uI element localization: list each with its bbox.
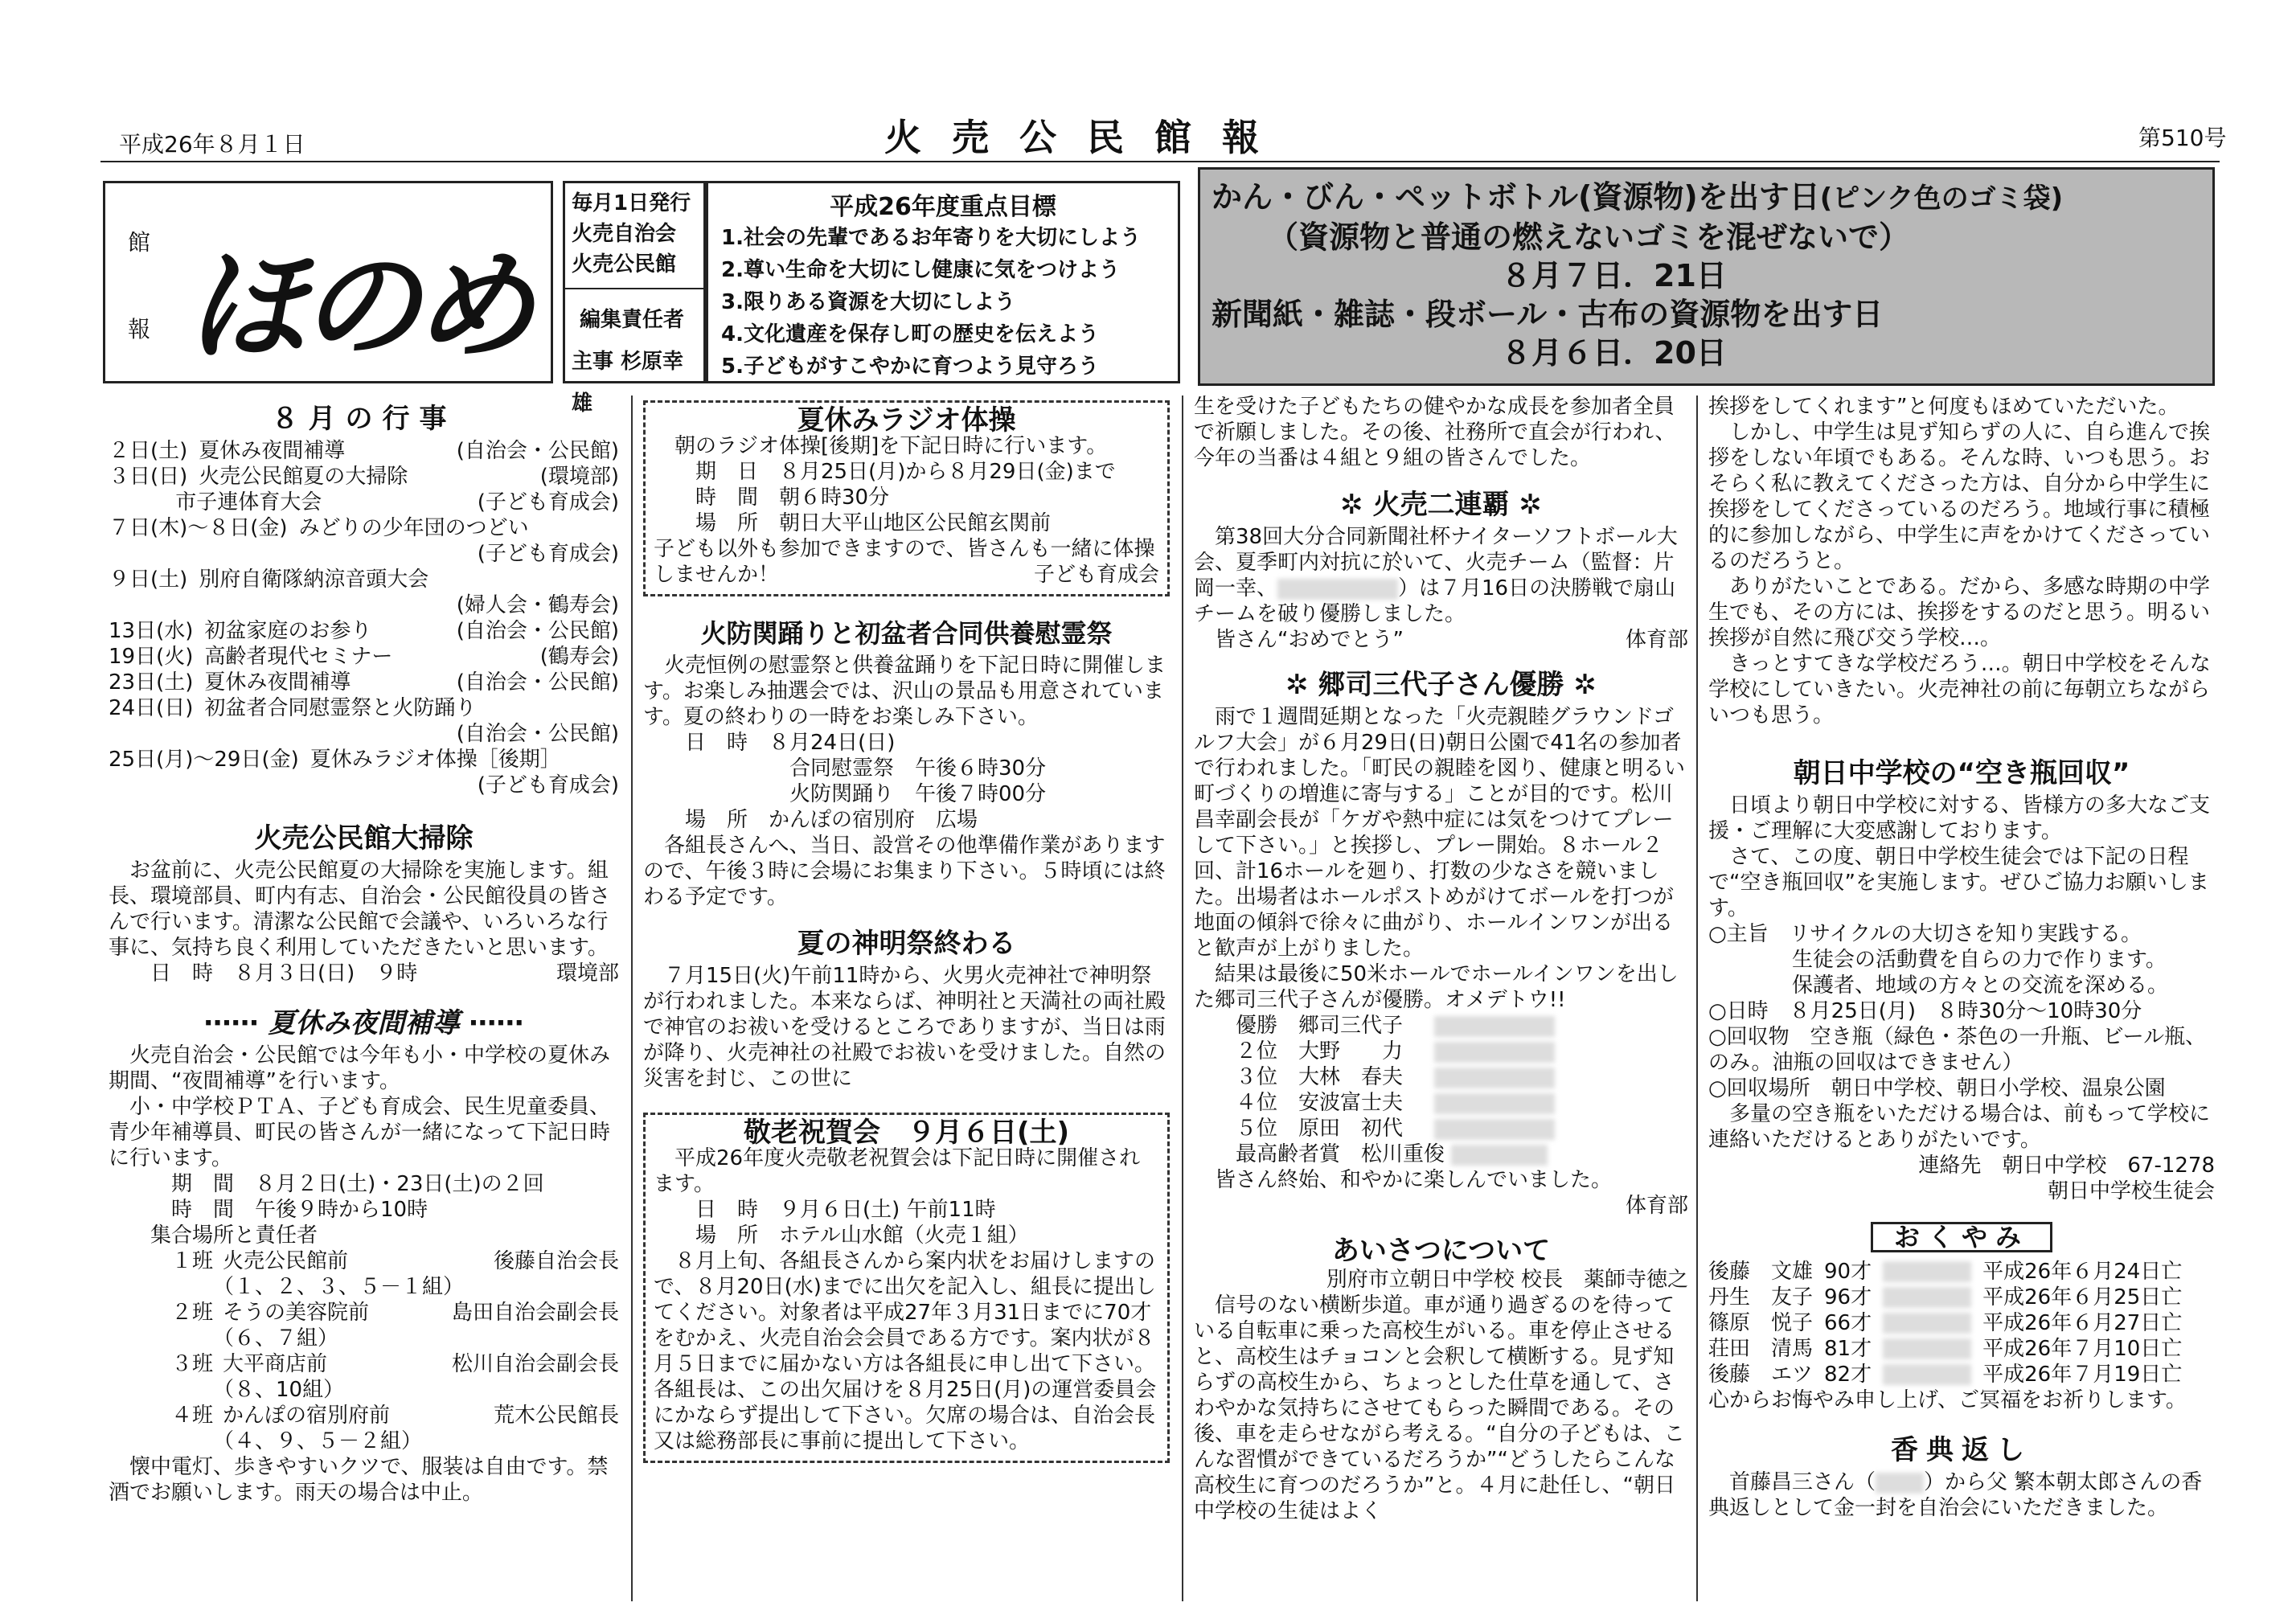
event-date: 19日(火): [109, 645, 194, 669]
patrol-place: 火売公民館前: [223, 1249, 349, 1273]
patrol-kumi: （１、２、３、５－１組）: [213, 1275, 465, 1299]
masthead-logo-box: [103, 181, 553, 383]
goal-item: 3.限りある資源を大切にしよう: [721, 290, 1015, 314]
editor-label: 編集責任者: [580, 308, 685, 332]
patrol-place-label: 集合場所と責任者: [150, 1223, 318, 1248]
softball-org: 体育部: [1625, 628, 1688, 652]
redacted-text: [1277, 579, 1398, 600]
event-text: 初盆家庭のお参り: [204, 619, 372, 643]
column-divider: [1182, 396, 1183, 1601]
bottles-places: ○回収場所 朝日中学校、朝日小学校、温泉公園: [1708, 1076, 2166, 1100]
patrol-han: ４班: [171, 1404, 214, 1428]
header-rule: [100, 161, 2220, 162]
event-org: (子ども育成会): [477, 490, 619, 514]
okuyami-age: 90才: [1824, 1260, 1872, 1284]
event-date: ３日(日): [109, 465, 188, 489]
okuyami-date: 平成26年６月24日亡: [1982, 1260, 2183, 1284]
event-org: (環境部): [539, 465, 619, 489]
okuyami-date: 平成26年７月19日亡: [1982, 1363, 2183, 1387]
event-text: 夏休み夜間補導: [199, 439, 346, 463]
event-left: [109, 515, 529, 541]
event-org: (自治会・公民館): [456, 619, 619, 643]
publish-line: 火売公民館: [572, 252, 677, 277]
softball-body-text: ）は７月16日の決勝戦で扇山チームを破り優勝しました。: [1194, 576, 1676, 626]
event-row: [109, 773, 619, 798]
aisatsu-continued: きっとすてきな学校だろう…。朝日中学校をそんな学校にしていきたい。火売神社の前に毎朝立ちながらいつも思う。: [1708, 652, 2211, 727]
okuyami-row: [1708, 1362, 2215, 1387]
golf-rank: ３位: [1236, 1065, 1278, 1089]
okuyami-title: おくやみ: [1871, 1222, 2052, 1252]
recycle-date: ８月７日．21日: [1501, 258, 1727, 293]
shinmei-title: 夏の神明祭終わる: [797, 928, 1016, 960]
cleaning-when: 日 時 ８月３日(日) ９時: [150, 961, 418, 986]
patrol-group-place: [171, 1300, 369, 1326]
cleaning-body: お盆前に、火売公民館夏の大掃除を実施します。組長、環境部員、町内有志、自治会・公民館役員の皆さんで行います。清潔な公民館で会議や、いろいろな行事に、気持ち良く利用していただきたいと思います。: [109, 859, 611, 960]
column-1: [109, 403, 619, 1506]
patrol-group-row: [109, 1300, 619, 1326]
bottles-purpose: 生徒会の活動費を自らの力で作ります。: [1792, 948, 2167, 972]
event-left: [109, 438, 345, 464]
redacted-text: [1883, 1261, 1971, 1282]
event-left: [109, 695, 476, 721]
golf-rank: ２位: [1236, 1039, 1278, 1064]
goals-title: 平成26年度重点目標: [830, 193, 1056, 221]
event-left: [109, 490, 322, 515]
okuyami-row: [1708, 1259, 2215, 1285]
patrol-leader: 荒木公民館長: [493, 1404, 619, 1428]
event-date: ２日(土): [109, 439, 188, 463]
bottles-purpose: ○主旨 リサイクルの大切さを知り実践する。: [1708, 922, 2142, 946]
column-3: [1194, 394, 1688, 1524]
redacted-text: [1876, 1473, 1924, 1494]
golf-name: 安波富士夫: [1298, 1091, 1404, 1115]
redacted-text: [1883, 1287, 1971, 1308]
event-row: [109, 721, 619, 747]
event-row: [109, 644, 619, 670]
golf-oldest-text: 最高齢者賞 松川重俊: [1236, 1142, 1445, 1166]
annual-goals: [706, 181, 1180, 383]
okuyami-row: [1708, 1285, 2215, 1310]
goal-item: 5.子どもがすこやかに育つよう見守ろう: [721, 355, 1099, 379]
keiro-title: 敬老祝賀会 ９月６日(土): [743, 1117, 1070, 1149]
okuyami-date: 平成26年６月27日亡: [1982, 1311, 2183, 1335]
event-text: 夏休みラジオ体操［後期］: [310, 748, 561, 772]
redacted-text: [1434, 1068, 1555, 1088]
bon-date: 日 時 ８月24日(日): [685, 731, 896, 755]
golf-result-row: [1194, 1090, 1688, 1116]
event-row: [109, 490, 619, 515]
golf-rank: ４位: [1236, 1091, 1278, 1115]
okuyami-list: [1708, 1259, 2215, 1387]
okuyami-name: 丹生 友子: [1708, 1285, 1814, 1309]
bon-body: 火売恒例の慰霊祭と供養盆踊りを下記日時に開催します。お楽しみ抽選会では、沢山の景品も用意されています。夏の終わりの一時をお楽しみ下さい。: [643, 654, 1166, 729]
editor-name: 主事 杉原幸雄: [572, 350, 684, 416]
masthead-logo: ほのめ: [186, 237, 529, 377]
event-date: 25日(月)～29日(金): [109, 748, 299, 772]
bottles-body: さて、この度、朝日中学校生徒会では下記の日程で“空き瓶回収”を実施します。ぜひご協力お願いします。: [1708, 845, 2209, 920]
event-date: ９日(土): [109, 568, 188, 592]
dots-decoration: ⋯⋯: [459, 1007, 524, 1039]
kouden-body-text: ）から父 繁本朝太郎さんの香典返しとして金一封を自治会にいただきました。: [1708, 1470, 2203, 1520]
redacted-text: [1434, 1093, 1555, 1114]
okuyami-age: 96才: [1824, 1285, 1872, 1309]
star-icon: ✲: [1564, 669, 1597, 701]
dots-decoration: ⋯⋯: [203, 1007, 269, 1039]
patrol-group-row: [109, 1403, 619, 1428]
radio-title: 夏休みラジオ体操: [797, 404, 1016, 436]
cleaning-title: 火売公民館大掃除: [254, 822, 474, 855]
bon-time: 火防関踊り 午後７時00分: [789, 782, 1047, 806]
radio-place: 場 所 朝日大平山地区公民館玄関前: [695, 511, 1052, 535]
okuyami-date: 平成26年６月25日亡: [1982, 1285, 2183, 1309]
golf-body: 結果は最後に50米ホールでホールインワンを出した郷司三代子さんが優勝。オメデトウ!!: [1194, 962, 1679, 1012]
golf-result-row: [1194, 1064, 1688, 1090]
kouden-body-text: 首藤昌三さん（: [1729, 1470, 1876, 1494]
event-date: 13日(水): [109, 619, 194, 643]
event-text: 市子連体育大会: [175, 490, 322, 514]
aisatsu-author: 別府市立朝日中学校 校長 薬師寺徳之: [1326, 1268, 1688, 1292]
golf-closing: 皆さん終始、和やかに楽しんでいました。: [1215, 1168, 1613, 1192]
okuyami-date: 平成26年７月10日亡: [1982, 1337, 2183, 1361]
softball-body-text: 第38回大分合同新聞社杯ナイターソフトボール大会、夏季町内対抗に於いて、火売チーム（監督：片岡一幸、: [1194, 525, 1678, 600]
event-left: [109, 567, 428, 592]
kouden-title: 香典返し: [1891, 1434, 2032, 1466]
event-left: [109, 541, 175, 567]
publish-line: 毎月1日発行: [572, 191, 691, 215]
newsletter-title: 火売公民館報: [884, 116, 1289, 159]
okuyami-age: 82才: [1824, 1363, 1872, 1387]
okuyami-header: [1708, 1222, 2215, 1252]
recycle-schedule: [1198, 167, 2215, 386]
column-2: [643, 400, 1170, 1463]
golf-oldest: [1194, 1141, 1688, 1167]
patrol-group-place: [171, 1351, 327, 1377]
keiro-intro: 平成26年度火売敬老祝賀会は下記日時に開催されます。: [654, 1146, 1141, 1196]
events-list: [109, 438, 619, 798]
redacted-text: [1434, 1119, 1555, 1140]
golf-name: 大野 力: [1298, 1039, 1404, 1064]
golf-body: 雨で１週間延期となった「火売親睦グラウンドゴルフ大会」が６月29日(日)朝日公園で41名の参加者で行われました。「町民の親睦を図り、健康と明るい町づくりの増進に寄与する」ことが目的です。松川昌幸副会長が「ケガや熱中症には気をつけてプレーして下さい。」と挨拶し、プレー開始。８ホール２回、計16ホールを廻り、打数の少なさを競いました。出場者はホールポストめがけてボールを打つが地面の傾斜で徐々に曲がり、ホールインワンが出ると歓声が上がりました。: [1194, 705, 1686, 961]
event-left: [109, 670, 351, 695]
okuyami-name: 後藤 エツ: [1708, 1363, 1814, 1387]
okuyami-row: [1708, 1336, 2215, 1362]
softball-title: [1194, 489, 1688, 521]
recycle-date: ８月６日．20日: [1501, 335, 1727, 371]
event-org: (自治会・公民館): [456, 722, 619, 746]
golf-title-text: 郷司三代子さん優勝: [1318, 669, 1564, 701]
bottles-contact: 連絡先 朝日中学校 67-1278: [1918, 1154, 2215, 1178]
patrol-groups: [109, 1248, 619, 1454]
event-text: 初盆者合同慰霊祭と火防踊り: [204, 696, 477, 720]
event-row: [109, 438, 619, 464]
event-left: [109, 721, 175, 747]
patrol-leader: 島田自治会副会長: [451, 1301, 619, 1325]
radio-intro: 朝のラジオ体操[後期]を下記日時に行います。: [674, 434, 1108, 458]
event-org: (自治会・公民館): [456, 439, 619, 463]
patrol-leader: 後藤自治会長: [493, 1249, 619, 1273]
patrol-title-text: 夏休み夜間補導: [268, 1007, 460, 1039]
radio-note: 子ども以外も参加できますので、皆さんも一緒に体操しませんか！: [654, 537, 1155, 587]
patrol-place: 大平商店前: [223, 1352, 328, 1376]
keiro-body: ８月上旬、各組長さんから案内状をお届けしますので、８月20日(水)までに出欠を記入し、組長に提出してください。対象者は平成27年３月31日までに70才をむかえ、火売自治会会員である方です。案内状が８月５日までに届かない方は各組長に申し出て下さい。各組長は、この出欠届けを８月25日(月)の運営委員会にかならず提出して下さい。欠席の場合は、自治会長又は総務部長に事前に提出して下さい。: [654, 1249, 1157, 1453]
event-org: (婦人会・鶴寿会): [456, 593, 619, 617]
golf-result-row: [1194, 1116, 1688, 1141]
event-row: [109, 670, 619, 695]
bottles-title: 朝日中学校の“空き瓶回収”: [1793, 757, 2130, 789]
patrol-kumi: （４、９、５－２組）: [213, 1429, 423, 1453]
events-title: ８月の行事: [271, 403, 457, 435]
patrol-group-place: [171, 1248, 348, 1274]
cleaning-org: 環境部: [556, 961, 619, 986]
redacted-text: [1883, 1338, 1971, 1359]
golf-result-row: [1194, 1013, 1688, 1039]
golf-title: [1194, 669, 1688, 701]
publication-info: [563, 181, 706, 416]
event-left: [109, 747, 561, 773]
recycle-note: (ピンク色のゴミ袋): [1819, 182, 2064, 215]
bon-title: 火防関踊りと初盆者合同供養慰霊祭: [700, 618, 1113, 649]
redacted-text: [1883, 1364, 1971, 1385]
patrol-body: 小・中学校ＰＴＡ、子ども育成会、民生児童委員、青少年補導員、町民の皆さんが一緒になって下記日時に行います。: [109, 1095, 611, 1170]
patrol-group-row: [109, 1248, 619, 1274]
event-left: [109, 618, 371, 644]
event-left: [109, 644, 392, 670]
event-text: 高齢者現代セミナー: [204, 645, 393, 669]
event-row: [109, 541, 619, 567]
event-row: [109, 618, 619, 644]
event-org: (子ども育成会): [477, 542, 619, 566]
event-row: [109, 464, 619, 490]
event-date: 24日(日): [109, 696, 194, 720]
patrol-group-place: [171, 1403, 390, 1428]
goal-item: 1.社会の先輩であるお年寄りを大切にしよう: [721, 226, 1141, 250]
softball-title-text: 火売二連覇: [1372, 489, 1510, 521]
event-row: [109, 515, 619, 541]
radio-date: 期 日 ８月25日(月)から８月29日(金)まで: [695, 460, 1116, 484]
patrol-kumi: （８、10組）: [213, 1378, 345, 1402]
patrol-kumi: （６、７組）: [213, 1326, 339, 1350]
event-text: 別府自衛隊納涼音頭大会: [199, 568, 429, 592]
okuyami-name: 篠原 悦子: [1708, 1311, 1814, 1335]
redacted-text: [1451, 1145, 1548, 1166]
keiro-box: [643, 1113, 1170, 1463]
radio-box: [643, 400, 1170, 596]
aisatsu-continued: 挨拶をしてくれます”と何度もほめていただいた。: [1708, 395, 2179, 419]
star-icon: ✲: [1509, 489, 1542, 521]
golf-org: 体育部: [1625, 1194, 1688, 1218]
patrol-body: 火売自治会・公民館では今年も小・中学校の夏休み期間、“夜間補導”を行います。: [109, 1043, 611, 1093]
patrol-footer: 懐中電灯、歩きやすいクツで、服装は自由です。禁酒でお願いします。雨天の場合は中止。: [109, 1455, 609, 1505]
okuyami-row: [1708, 1310, 2215, 1336]
hou-char: 報: [128, 316, 151, 342]
golf-name: 原田 初代: [1298, 1117, 1404, 1141]
softball-cheer: 皆さん“おめでとう”: [1215, 628, 1404, 652]
golf-results: [1194, 1013, 1688, 1141]
recycle-line: （資源物と普通の燃えないゴミを混ぜないで）: [1268, 219, 1910, 255]
event-date: ７日(木)～８日(金): [109, 516, 288, 540]
keiro-date: 日 時 ９月６日(土) 午前11時: [695, 1198, 996, 1222]
radio-org: 子ども育成会: [1033, 563, 1159, 587]
shinmei-continued: 生を受けた子どもたちの健やかな成長を参加者全員で祈願しました。その後、社務所で直会が行われ、今年の当番は４組と９組の皆さんでした。: [1194, 395, 1676, 470]
event-date: 23日(土): [109, 670, 194, 695]
redacted-text: [1434, 1042, 1555, 1063]
bottles-body: 日頃より朝日中学校に対する、皆様方の多大なご支援・ご理解に大変感謝しております。: [1708, 793, 2211, 843]
golf-name: 大林 春夫: [1298, 1065, 1404, 1089]
bottles-note: 多量の空き瓶をいただける場合は、前もって学校に連絡いただけるとありがたいです。: [1708, 1102, 2211, 1152]
bottles-org: 朝日中学校生徒会: [2047, 1179, 2215, 1203]
bon-place: 場 所 かんぽの宿別府 広場: [685, 808, 978, 832]
bottles-items: ○回収物 空き瓶（緑色・茶色の一升瓶、ビール瓶、のみ。油瓶の回収はできません）: [1708, 1025, 2207, 1075]
patrol-han: ２班: [171, 1301, 214, 1325]
radio-time: 時 間 朝６時30分: [695, 486, 890, 510]
softball-body: [1194, 524, 1688, 627]
golf-result-row: [1194, 1039, 1688, 1064]
event-row: [109, 747, 619, 773]
patrol-han: ３班: [171, 1352, 214, 1376]
patrol-place: かんぽの宿別府前: [223, 1404, 391, 1428]
aisatsu-continued: しかし、中学生は見ず知らずの人に、自ら進んで挨拶をしない年頃でもある。そんな時、いつも思う。おそらく私に教えてくださった方は、自分から中学生に挨拶をしてくださっているのだろう。地域行事に積極的に参加しながら、中学生に声をかけてくださっているのだろうと。: [1708, 420, 2211, 573]
patrol-leader: 松川自治会副会長: [451, 1352, 619, 1376]
column-divider: [1696, 396, 1698, 1601]
event-org: (自治会・公民館): [456, 670, 619, 695]
star-icon: ✲: [1285, 669, 1318, 701]
issue-date: 平成26年８月１日: [119, 131, 305, 158]
golf-rank: ５位: [1236, 1117, 1278, 1141]
aisatsu-title: あいさつについて: [1331, 1235, 1551, 1267]
bon-time: 合同慰霊祭 午後６時30分: [789, 756, 1047, 781]
event-text: 夏休み夜間補導: [204, 670, 351, 695]
event-row: [109, 567, 619, 592]
okuyami-name: 後藤 文雄: [1708, 1260, 1814, 1284]
event-left: [109, 592, 175, 618]
event-text: 火売公民館夏の大掃除: [199, 465, 408, 489]
okuyami-age: 81才: [1824, 1337, 1872, 1361]
redacted-text: [1883, 1313, 1971, 1334]
recycle-line: 新聞紙・雑誌・段ボール・古布の資源物を出す日: [1212, 297, 1884, 332]
patrol-time: 時 間 午後９時から10時: [171, 1198, 428, 1222]
aisatsu-continued: ありがたいことである。だから、多感な時期の中学生でも、その方には、挨拶をするのだと思う。明るい挨拶が自然に飛び交う学校…。: [1708, 575, 2211, 650]
kan-char: 館: [128, 229, 151, 256]
column-divider: [631, 396, 633, 1601]
golf-rank: 優勝: [1236, 1014, 1278, 1038]
bottles-date: ○日時 ８月25日(月) ８時30分～10時30分: [1708, 999, 2142, 1023]
column-4: [1708, 394, 2215, 1521]
shinmei-body: ７月15日(火)午前11時から、火男火売神社で神明祭が行われました。本来ならば、神明社と天満社の両社殿で神官のお祓いを受けるところでありますが、当日は雨が降り、火売神社の社殿でお祓いを受けました。自然の災害を封じ、この世に: [643, 964, 1166, 1091]
patrol-title: [109, 1007, 619, 1039]
goal-item: 4.文化遺産を保存し町の歴史を伝えよう: [721, 322, 1099, 346]
patrol-place: そうの美容院前: [223, 1301, 370, 1325]
patrol-group-row: [109, 1351, 619, 1377]
redacted-text: [1434, 1016, 1555, 1037]
event-left: [109, 773, 175, 798]
recycle-line: かん・びん・ペットボトル(資源物)を出す日: [1212, 179, 1820, 215]
star-icon: ✲: [1340, 489, 1373, 521]
publish-line: 火売自治会: [572, 222, 677, 246]
goal-item: 2.尊い生命を大切にし健康に気をつけよう: [721, 258, 1120, 282]
event-row: [109, 592, 619, 618]
okuyami-closing: 心からお悔やみ申し上げ、ご冥福をお祈りします。: [1708, 1388, 2187, 1412]
patrol-han: １班: [171, 1249, 214, 1273]
issue-number: 第510号: [2138, 125, 2227, 151]
patrol-period: 期 間 ８月２日(土)・23日(土)の２回: [171, 1172, 544, 1196]
kouden-body: [1708, 1469, 2215, 1521]
aisatsu-body: 信号のない横断歩道。車が通り過ぎるのを待っている自転車に乗った高校生がいる。車を停止させると、高校生はチョコンと会釈して横断する。見ず知らずの高校生から、ちょっとした仕草を通して、さわやかな気持ちにさせてもらった瞬間である。その後、車を走らせながら考える。“自分の子どもは、こんな習慣ができているだろうか”“どうしたらこんな高校生に育つのだろうか”と。４月に赴任し、“朝日中学校の生徒はよく: [1194, 1293, 1685, 1523]
keiro-place: 場 所 ホテル山水館（火売１組）: [695, 1223, 1029, 1248]
okuyami-age: 66才: [1824, 1311, 1872, 1335]
event-org: (子ども育成会): [477, 773, 619, 797]
okuyami-name: 荘田 清馬: [1708, 1337, 1814, 1361]
event-org: (鶴寿会): [539, 645, 619, 669]
event-left: [109, 464, 408, 490]
event-text: みどりの少年団のつどい: [298, 516, 529, 540]
golf-name: 郷司三代子: [1298, 1014, 1404, 1038]
bon-body: 各組長さんへ、当日、設営その他準備作業がありますので、午後３時に会場にお集まり下さい。５時頃には終わる予定です。: [643, 834, 1166, 909]
bottles-purpose: 保護者、地域の方々との交流を深める。: [1792, 973, 2169, 998]
event-row: [109, 695, 619, 721]
